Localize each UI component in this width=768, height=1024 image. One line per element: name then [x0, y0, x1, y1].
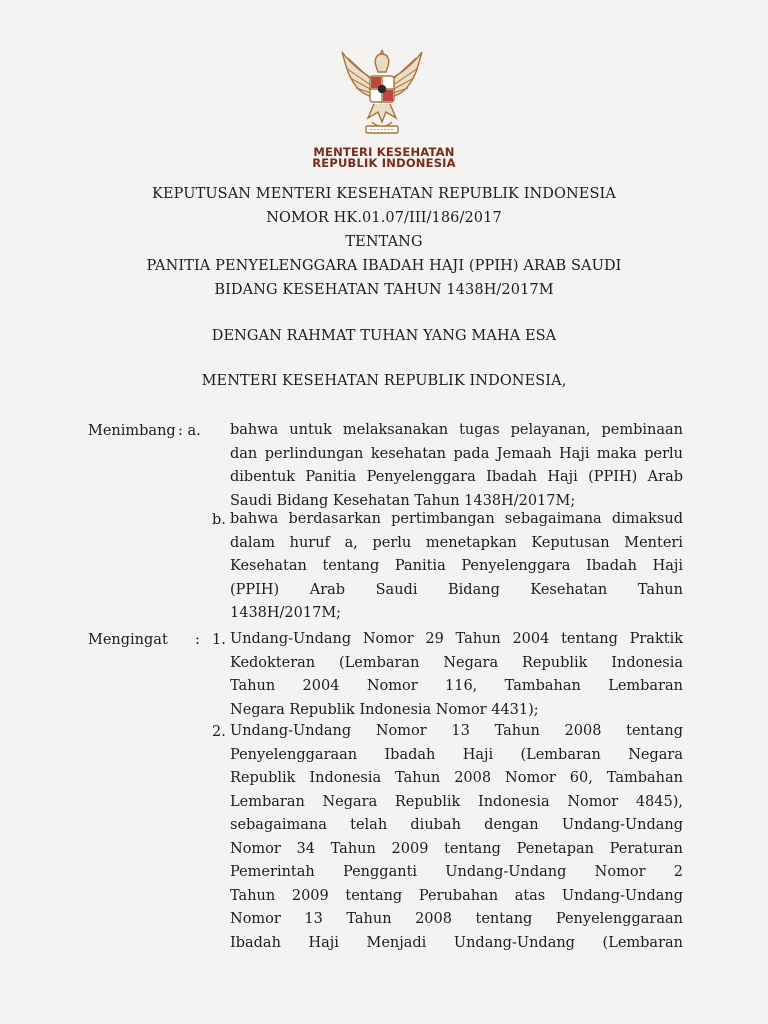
mengingat-marker-2: 2.	[212, 724, 226, 740]
blessing-line: DENGAN RAHMAT TUHAN YANG MAHA ESA	[211, 328, 557, 344]
text-line: (PPIH) Arab Saudi Bidang Kesehatan Tahun	[230, 581, 683, 598]
mengingat-item-2	[230, 720, 683, 955]
decree-about: TENTANG	[345, 234, 423, 250]
mengingat-marker-1: 1.	[212, 632, 226, 648]
text-line: dan perlindungan kesehatan pada Jemaah Haji maka perlu	[230, 445, 683, 462]
text-line: Undang-Undang Nomor 29 Tahun 2004 tentang Praktik	[230, 631, 683, 647]
mengingat-item-1	[230, 628, 683, 722]
text-line: Kesehatan tentang Panitia Penyelenggara Ibadah Haji	[230, 558, 683, 574]
text-line: dalam huruf a, perlu menetapkan Keputusan Menteri	[230, 534, 683, 551]
text-line: Lembaran Negara Republik Indonesia Nomor 4845),	[230, 793, 683, 810]
text-line: Tahun 2009 tentang Perubahan atas Undang-Undang	[230, 887, 683, 904]
decree-number: NOMOR HK.01.07/III/186/2017	[266, 210, 502, 226]
decree-subject-line2: BIDANG KESEHATAN TAHUN 1438H/2017M	[214, 282, 554, 298]
text-line: sebagaimana telah diubah dengan Undang-Undang	[230, 817, 683, 833]
text-line: Undang-Undang Nomor 13 Tahun 2008 tentang	[230, 723, 683, 739]
menimbang-item-b	[230, 508, 683, 626]
text-line: dibentuk Panitia Penyelenggara Ibadah Haji (PPIH) Arab	[230, 469, 683, 485]
menimbang-marker-a: : a.	[178, 423, 201, 439]
text-line: bahwa untuk melaksanakan tugas pelayanan, pembinaan	[230, 422, 683, 438]
garuda-emblem-icon	[332, 42, 432, 138]
menimbang-marker-b: b.	[212, 512, 226, 528]
text-line: bahwa berdasarkan pertimbangan sebagaimana dimaksud	[230, 511, 683, 527]
text-line: Tahun 2004 Nomor 116, Tambahan Lembaran	[230, 678, 683, 694]
text-line: Pemerintah Pengganti Undang-Undang Nomor 2	[230, 864, 683, 880]
text-line: Penyelenggaraan Ibadah Haji (Lembaran Negara	[230, 746, 683, 763]
text-line: 1438H/2017M;	[230, 605, 342, 621]
decree-subject-line1: PANITIA PENYELENGGARA IBADAH HAJI (PPIH) ARAB SAUDI	[146, 258, 622, 274]
ministry-title: MENTERI KESEHATAN	[313, 145, 455, 159]
text-line: Saudi Bidang Kesehatan Tahun 1438H/2017M;	[230, 492, 576, 509]
mengingat-colon: :	[195, 632, 200, 648]
text-line: Nomor 13 Tahun 2008 tentang Penyelenggaraan	[230, 911, 683, 927]
menimbang-item-a	[230, 419, 683, 513]
ministry-subtitle: REPUBLIK INDONESIA	[312, 156, 456, 170]
text-line: Negara Republik Indonesia Nomor 4431);	[230, 701, 539, 718]
mengingat-label: Mengingat	[88, 632, 168, 648]
text-line: Ibadah Haji Menjadi Undang-Undang (Lembaran	[230, 934, 683, 951]
text-line: Kedokteran (Lembaran Negara Republik Indonesia	[230, 654, 683, 671]
decree-title: KEPUTUSAN MENTERI KESEHATAN REPUBLIK INDONESIA	[152, 186, 616, 202]
minister-line: MENTERI KESEHATAN REPUBLIK INDONESIA,	[201, 373, 567, 389]
menimbang-label: Menimbang	[88, 423, 176, 439]
text-line: Republik Indonesia Tahun 2008 Nomor 60, Tambahan	[230, 770, 683, 786]
text-line: Nomor 34 Tahun 2009 tentang Penetapan Peraturan	[230, 840, 683, 857]
